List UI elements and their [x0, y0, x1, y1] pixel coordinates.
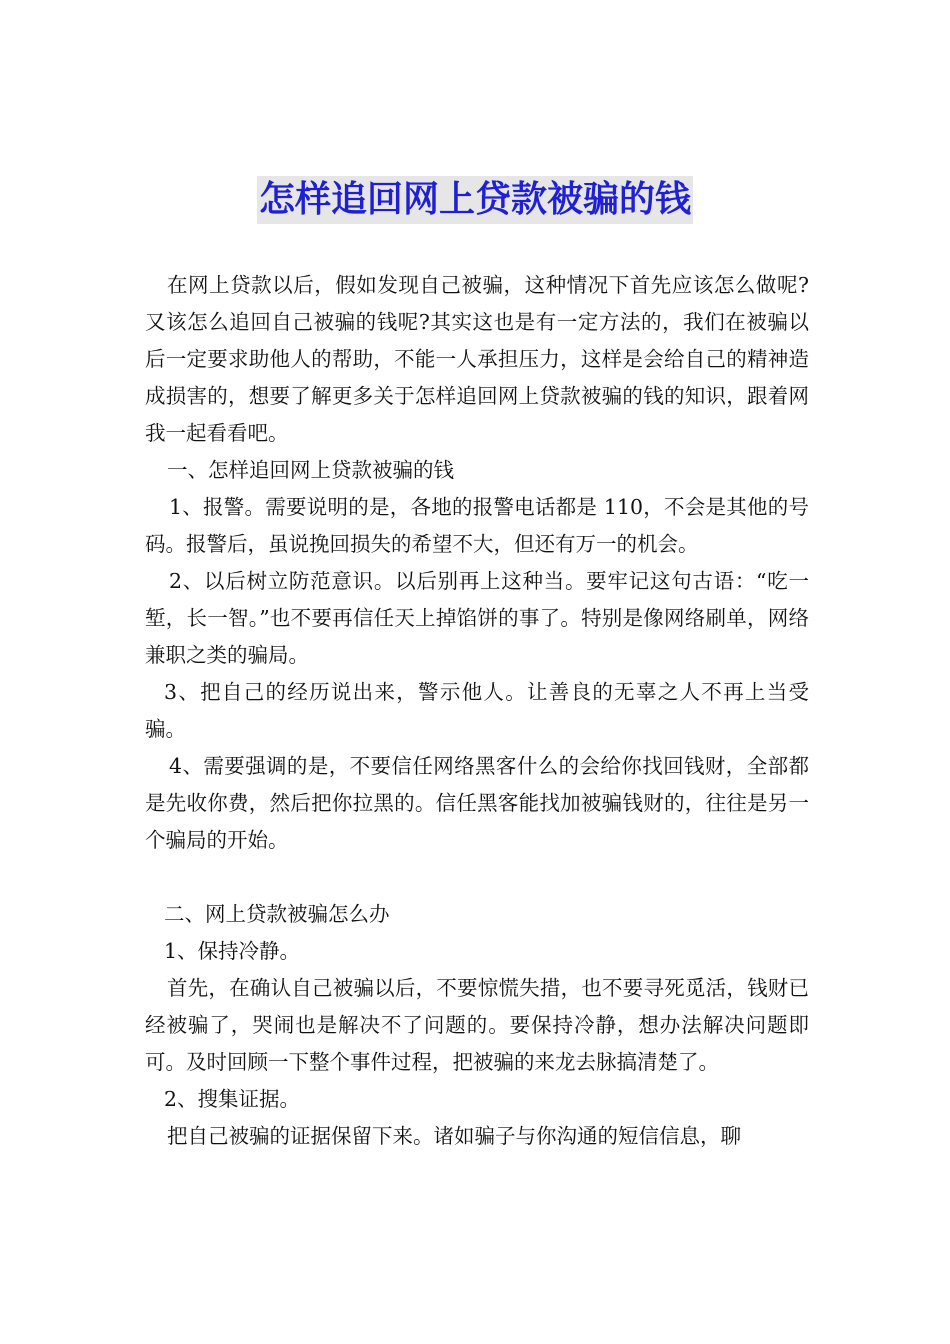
- document-body: [145, 267, 809, 1155]
- list-item-1: 1、报警。需要说明的是，各地的报警电话都是 110，不会是其他的号码。报警后，虽说挽回损失的希望不大，但还有万一的机会。: [145, 495, 809, 556]
- body-paragraph: 把自己被骗的证据保留下来。诸如骗子与你沟通的短信信息，聊: [167, 1124, 741, 1148]
- document-title: 怎样追回网上贷款被骗的钱: [257, 176, 693, 224]
- list-item-4: 4、需要强调的是，不要信任网络黑客什么的会给你找回钱财，全部都是先收你费，然后把你拉黑的。信任黑客能找加被骗钱财的，往往是另一个骗局的开始。: [145, 754, 809, 852]
- sub-heading-1: 1、保持冷静。: [164, 939, 301, 963]
- list-item-2: 2、以后树立防范意识。以后别再上这种当。要牢记这句古语：“吃一堑，长一智。”也不要再信任天上掉馅饼的事了。特别是像网络刷单，网络兼职之类的骗局。: [145, 569, 809, 667]
- section-heading-2: 二、网上贷款被骗怎么办: [164, 902, 390, 926]
- body-paragraph: 首先，在确认自己被骗以后，不要惊慌失措，也不要寻死觅活，钱财已经被骗了，哭闹也是解决不了问题的。要保持冷静，想办法解决问题即可。及时回顾一下整个事件过程，把被骗的来龙去脉搞清楚了。: [145, 976, 809, 1074]
- list-item-3: 3、把自己的经历说出来，警示他人。让善良的无辜之人不再上当受骗。: [145, 680, 809, 741]
- intro-paragraph: 在网上贷款以后，假如发现自己被骗，这种情况下首先应该怎么做呢?又该怎么追回自己被骗的钱呢?其实这也是有一定方法的，我们在被骗以后一定要求助他人的帮助，不能一人承担压力，这样是会给自己的精神造成损害的，想要了解更多关于怎样追回网上贷款被骗的钱的知识，跟着网我一起看看吧。: [145, 273, 809, 445]
- blank-line: [145, 859, 809, 896]
- section-heading-1: 一、怎样追回网上贷款被骗的钱: [167, 458, 454, 482]
- title-container: [0, 176, 950, 224]
- sub-heading-2: 2、搜集证据。: [164, 1087, 301, 1111]
